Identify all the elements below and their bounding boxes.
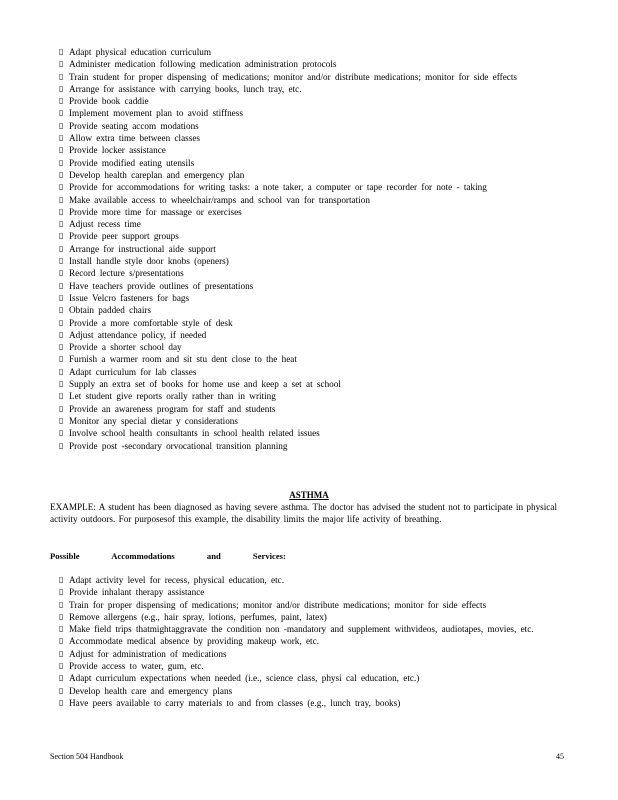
bullet-box-icon: ▯ <box>59 108 64 118</box>
list-item <box>0 107 618 119</box>
list-item-text: Make field trips thatmightaggravate the condition non -mandatory and supplement withvideos, audiotapes, movies, etc. <box>69 624 534 635</box>
bullet-box-icon: ▯ <box>59 366 64 376</box>
bullet-box-icon: ▯ <box>59 231 64 241</box>
list-item-text: Provide seating accom modations <box>69 120 199 131</box>
list-item-text: Accommodate medical absence by providing makeup work, etc. <box>69 636 319 647</box>
bullet-box-icon: ▯ <box>59 329 64 339</box>
bullet-box-icon: ▯ <box>59 47 64 56</box>
list-item <box>0 378 618 390</box>
list-item <box>0 132 618 144</box>
list-item <box>0 366 618 378</box>
bullet-box-icon: ▯ <box>59 145 64 155</box>
list-item <box>0 243 618 255</box>
list-item <box>0 144 618 156</box>
list-item <box>0 329 618 341</box>
list-item <box>0 415 618 427</box>
list-item <box>0 218 618 230</box>
list-item <box>0 292 618 304</box>
list-item <box>0 157 618 169</box>
list-item <box>0 46 618 58</box>
list-item <box>0 574 618 586</box>
accommodations-list-asthma <box>0 574 618 709</box>
bullet-box-icon: ▯ <box>59 256 64 266</box>
bullet-box-icon: ▯ <box>59 587 64 597</box>
bullet-box-icon: ▯ <box>59 219 64 229</box>
list-item <box>0 280 618 292</box>
list-item-text: Have teachers provide outlines of presentations <box>69 280 254 291</box>
list-item-text: Provide a more comfortable style of desk <box>69 317 233 328</box>
list-item-text: Provide peer support groups <box>69 231 179 242</box>
list-item-text: Make available access to wheelchair/ramps and school van for transportation <box>69 194 370 205</box>
list-item-text: Develop health careplan and emergency plan <box>69 169 245 180</box>
bullet-box-icon: ▯ <box>59 624 64 634</box>
list-item <box>0 230 618 242</box>
list-item-text: Provide post -secondary orvocational transition planning <box>69 440 288 451</box>
list-item-text: Involve school health consultants in school health related issues <box>69 428 320 439</box>
list-item-text: Adjust for administration of medications <box>69 648 227 659</box>
list-item-text: Implement movement plan to avoid stiffness <box>69 108 243 119</box>
bullet-box-icon: ▯ <box>59 415 64 425</box>
list-item <box>0 267 618 279</box>
list-item <box>0 403 618 415</box>
example-paragraph: EXAMPLE: A student has been diagnosed as having severe asthma. The doctor has advised the student not to participate in physical activity outdoors. For purposesof this example, the disability limits the major life activity of breathing. <box>50 502 557 524</box>
bullet-box-icon: ▯ <box>59 673 64 683</box>
bullet-box-icon: ▯ <box>59 611 64 621</box>
list-item <box>0 304 618 316</box>
list-item-text: Adjust recess time <box>69 219 141 230</box>
bullet-box-icon: ▯ <box>59 59 64 69</box>
list-item-text: Adapt physical education curriculum <box>69 47 211 57</box>
list-item-text: Adapt curriculum expectations when needed (i.e., science class, physi cal education, etc.) <box>69 673 420 684</box>
list-item <box>0 317 618 329</box>
list-item <box>0 635 618 647</box>
list-item <box>0 169 618 181</box>
list-item <box>0 599 618 611</box>
bullet-box-icon: ▯ <box>59 440 64 450</box>
list-item <box>0 611 618 623</box>
list-item <box>0 697 618 709</box>
bullet-box-icon: ▯ <box>59 354 64 364</box>
bullet-box-icon: ▯ <box>59 403 64 413</box>
bullet-box-icon: ▯ <box>59 661 64 671</box>
list-item <box>0 440 618 452</box>
bullet-box-icon: ▯ <box>59 685 64 695</box>
list-item-text: Provide inhalant therapy assistance <box>69 587 205 598</box>
list-item <box>0 672 618 684</box>
list-item-text: Develop health care and emergency plans <box>69 685 233 696</box>
list-item-text: Issue Velcro fasteners for bags <box>69 292 190 303</box>
list-item <box>0 660 618 672</box>
list-item <box>0 623 618 635</box>
list-item-text: Record lecture s/presentations <box>69 268 184 279</box>
list-item-text: Obtain padded chairs <box>69 305 152 316</box>
bullet-box-icon: ▯ <box>59 391 64 401</box>
list-item-text: Allow extra time between classes <box>69 133 200 144</box>
list-item <box>0 194 618 206</box>
list-item-text: Provide access to water, gum, etc. <box>69 661 204 672</box>
bullet-box-icon: ▯ <box>59 133 64 143</box>
footer-page-number: 45 <box>556 752 564 761</box>
list-item-text: Arrange for assistance with carrying books, lunch tray, etc. <box>69 83 302 94</box>
list-item-text: Remove allergens (e.g., hair spray, lotions, perfumes, paint, latex) <box>69 611 327 622</box>
list-item-text: Adapt curriculum for lab classes <box>69 366 197 377</box>
list-item-text: Provide for accommodations for writing tasks: a note taker, a computer or tape recorder for note - taking <box>69 182 487 193</box>
list-item <box>0 83 618 95</box>
list-item <box>0 685 618 697</box>
list-item-text: Provide an awareness program for staff and students <box>69 403 276 414</box>
list-item <box>0 427 618 439</box>
bullet-box-icon: ▯ <box>59 157 64 167</box>
list-item <box>0 353 618 365</box>
list-item-text: Provide modified eating utensils <box>69 157 195 168</box>
bullet-box-icon: ▯ <box>59 317 64 327</box>
bullet-box-icon: ▯ <box>59 243 64 253</box>
list-item-text: Furnish a warmer room and sit stu dent close to the heat <box>69 354 297 365</box>
bullet-box-icon: ▯ <box>59 182 64 192</box>
list-item-text: Supply an extra set of books for home use and keep a set at school <box>69 379 341 390</box>
accommodations-list-general <box>0 46 618 452</box>
bullet-box-icon: ▯ <box>59 71 64 81</box>
bullet-box-icon: ▯ <box>59 268 64 278</box>
list-item-text: Provide locker assistance <box>69 145 166 156</box>
list-item-text: Administer medication following medication administration protocols <box>69 59 337 70</box>
list-item-text: Train student for proper dispensing of medications; monitor and/or distribute medications; monitor for side effects <box>69 71 517 82</box>
bullet-box-icon: ▯ <box>59 120 64 130</box>
list-item <box>0 58 618 70</box>
list-item <box>0 586 618 598</box>
list-item-text: Install handle style door knobs (openers) <box>69 256 229 267</box>
bullet-box-icon: ▯ <box>59 194 64 204</box>
list-item-text: Let student give reports orally rather than in writing <box>69 391 276 402</box>
list-item-text: Adapt activity level for recess, physical education, etc. <box>69 575 285 585</box>
list-item <box>0 181 618 193</box>
list-item-text: Monitor any special dietar y considerations <box>69 415 238 426</box>
bullet-box-icon: ▯ <box>59 169 64 179</box>
list-item-text: Provide more time for massage or exercises <box>69 206 242 217</box>
bullet-box-icon: ▯ <box>59 280 64 290</box>
list-item-text: Provide book caddie <box>69 96 149 107</box>
bullet-box-icon: ▯ <box>59 636 64 646</box>
bullet-box-icon: ▯ <box>59 305 64 315</box>
list-item-text: Train for proper dispensing of medications; monitor and/or distribute medications; monitor for side effects <box>69 599 487 610</box>
bullet-box-icon: ▯ <box>59 428 64 438</box>
bullet-box-icon: ▯ <box>59 292 64 302</box>
list-item-text: Provide a shorter school day <box>69 342 182 353</box>
list-item <box>0 206 618 218</box>
bullet-box-icon: ▯ <box>59 599 64 609</box>
bullet-box-icon: ▯ <box>59 83 64 93</box>
list-item <box>0 390 618 402</box>
bullet-box-icon: ▯ <box>59 342 64 352</box>
accommodations-subheading: Possible Accommodations and Services: <box>50 551 286 561</box>
list-item <box>0 71 618 83</box>
bullet-box-icon: ▯ <box>59 379 64 389</box>
list-item-text: Adjust attendance policy, if needed <box>69 329 207 340</box>
bullet-box-icon: ▯ <box>59 575 64 584</box>
list-item <box>0 95 618 107</box>
bullet-box-icon: ▯ <box>59 697 64 707</box>
list-item <box>0 255 618 267</box>
bullet-box-icon: ▯ <box>59 206 64 216</box>
list-item-text: Have peers available to carry materials to and from classes (e.g., lunch tray, books) <box>69 697 401 708</box>
list-item <box>0 341 618 353</box>
list-item-text: Arrange for instructional aide support <box>69 243 216 254</box>
list-item <box>0 648 618 660</box>
footer-document-title: Section 504 Handbook <box>50 752 124 761</box>
section-heading-asthma: ASTHMA <box>289 490 329 500</box>
bullet-box-icon: ▯ <box>59 648 64 658</box>
list-item <box>0 120 618 132</box>
bullet-box-icon: ▯ <box>59 96 64 106</box>
